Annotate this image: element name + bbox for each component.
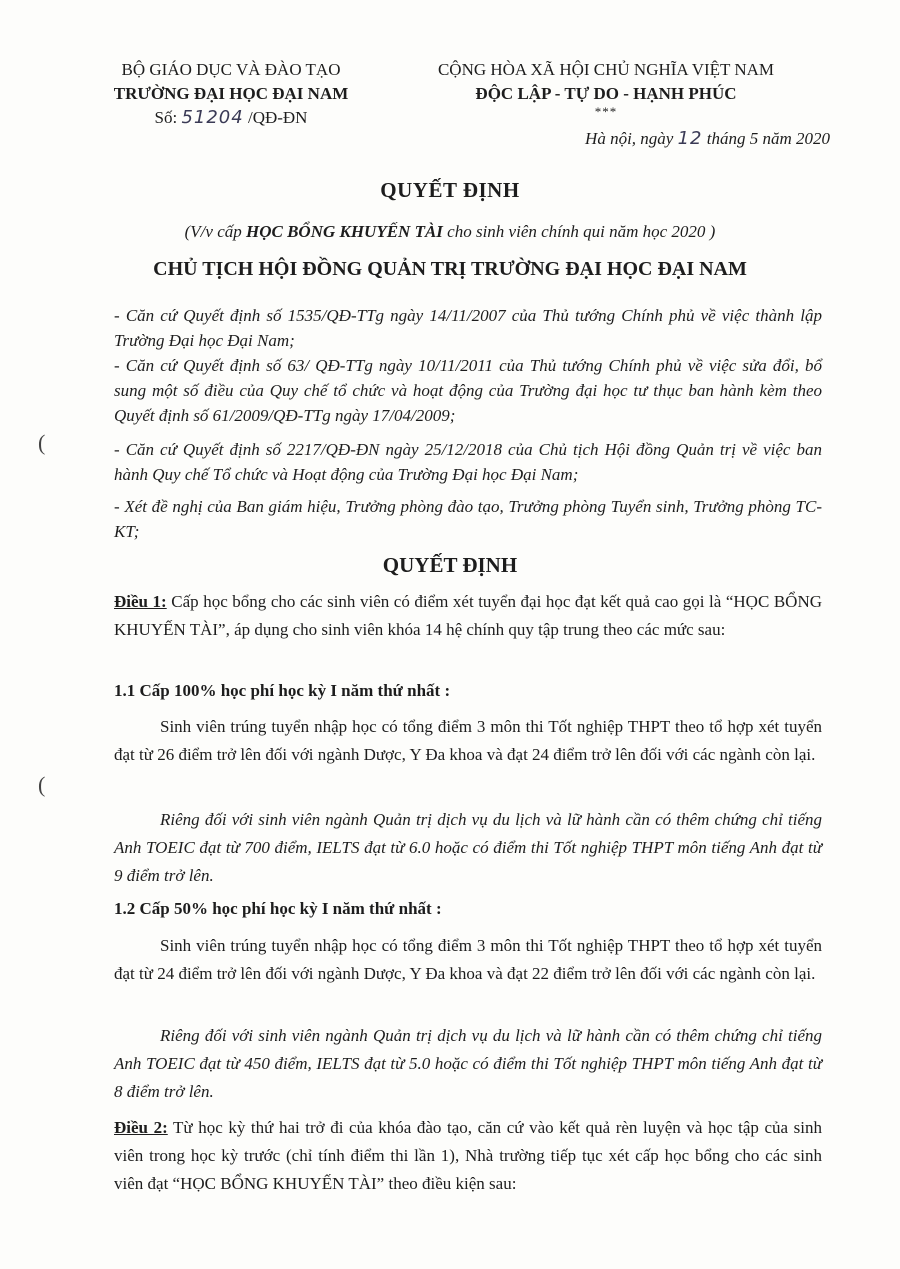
document-subtitle [0, 222, 900, 242]
section-1-2-note: Riêng đối với sinh viên ngành Quản trị dịch vụ du lịch và lữ hành cần có thêm chứng chỉ tiếng Anh TOEIC đạt từ 450 điểm, IELTS đạt từ 5.0 hoặc có điểm thi Tốt nghiệp THPT môn tiếng Anh đạt từ 8 điểm trở lên. [114, 1026, 822, 1101]
legal-basis-item: - Căn cứ Quyết định số 1535/QĐ-TTg ngày 14/11/2007 của Thủ tướng Chính phủ về việc thành lập Trường Đại học Đại Nam; [114, 306, 822, 350]
number-prefix: Số: [154, 108, 178, 127]
handwritten-day: 12 [677, 128, 703, 149]
school-name: TRƯỜNG ĐẠI HỌC ĐẠI NAM [113, 84, 349, 103]
section-1-2-text: Sinh viên trúng tuyển nhập học có tổng điểm 3 môn thi Tốt nghiệp THPT theo tổ hợp xét tuyển đạt từ 24 điểm trở lên đối với ngành Dược, Y Đa khoa và đạt 22 điểm trở lên đối với các ngành còn lại. [114, 936, 822, 983]
legal-basis-item: - Căn cứ Quyết định số 2217/QĐ-ĐN ngày 25/12/2018 của Chủ tịch Hội đồng Quản trị về việc ban hành Quy chế Tổ chức và Hoạt động của Trường Đại học Đại Nam; [114, 440, 822, 484]
issuing-authority: CHỦ TỊCH HỘI ĐỒNG QUẢN TRỊ TRƯỜNG ĐẠI HỌC ĐẠI NAM [153, 258, 747, 280]
decision-heading: QUYẾT ĐỊNH [382, 553, 518, 577]
handwritten-number: 51204 [181, 107, 244, 128]
date-prefix: Hà nội, ngày [585, 129, 674, 148]
article-1 [114, 588, 822, 644]
subtitle-suffix: cho sinh viên chính qui năm học 2020 ) [447, 222, 716, 241]
national-header [400, 58, 812, 118]
ministry-name: BỘ GIÁO DỤC VÀ ĐÀO TẠO [121, 60, 341, 79]
section-1-1-text: Sinh viên trúng tuyển nhập học có tổng điểm 3 môn thi Tốt nghiệp THPT theo tổ hợp xét tuyển đạt từ 26 điểm trở lên đối với ngành Dược, Y Đa khoa và đạt 24 điểm trở lên đối với các ngành còn lại. [114, 717, 822, 764]
article-1-label: Điều 1: [114, 592, 167, 611]
section-1-1-note: Riêng đối với sinh viên ngành Quản trị dịch vụ du lịch và lữ hành cần có thêm chứng chỉ tiếng Anh TOEIC đạt từ 700 điểm, IELTS đạt từ 6.0 hoặc có điểm thi Tốt nghiệp THPT môn tiếng Anh đạt từ 9 điểm trở lên. [114, 810, 822, 885]
article-2-label: Điều 2: [114, 1118, 168, 1137]
document-title: QUYẾT ĐỊNH [380, 178, 520, 202]
legal-basis-item: - Xét đề nghị của Ban giám hiệu, Trưởng phòng đào tạo, Trưởng phòng Tuyển sinh, Trưởng phòng TC-KT; [114, 497, 822, 541]
section-1-2-heading: 1.2 Cấp 50% học phí học kỳ I năm thứ nhất : [114, 899, 442, 918]
separator-stars: *** [594, 104, 618, 119]
subtitle-prefix: (V/v cấp [184, 222, 242, 241]
article-2-text: Từ học kỳ thứ hai trở đi của khóa đào tạo, căn cứ vào kết quả rèn luyện và học tập của sinh viên trong học kỳ trước (chỉ tính điểm thi lần 1), Nhà trường tiếp tục xét cấp học bổng cho các sinh viên đạt “HỌC BỔNG KHUYẾN TÀI” theo điều kiện sau: [114, 1118, 822, 1193]
date-suffix: tháng 5 năm 2020 [706, 129, 830, 148]
subtitle-scholarship-name: HỌC BỔNG KHUYẾN TÀI [245, 222, 443, 241]
issue-date [585, 128, 830, 149]
margin-mark: ( [38, 430, 46, 455]
legal-basis-item: - Căn cứ Quyết định số 63/ QĐ-TTg ngày 10/11/2011 của Thủ tướng Chính phủ về việc sửa đổi, bổ sung một số điều của Quy chế tổ chức và hoạt động của Trường đại học tư thục ban hành kèm theo Quyết định số 61/2009/QĐ-TTg ngày 17/04/2009; [114, 356, 822, 425]
article-1-text: Cấp học bổng cho các sinh viên có điểm xét tuyển đại học đạt kết quả cao gọi là “HỌC BỔNG KHUYẾN TÀI”, áp dụng cho sinh viên khóa 14 hệ chính quy tập trung theo các mức sau: [114, 592, 822, 639]
section-1-1-heading: 1.1 Cấp 100% học phí học kỳ I năm thứ nhất : [114, 681, 451, 700]
article-2 [114, 1114, 822, 1198]
margin-mark: ( [38, 772, 46, 797]
country-name: CỘNG HÒA XÃ HỘI CHỦ NGHĨA VIỆT NAM [437, 60, 775, 79]
number-suffix: /QĐ-ĐN [247, 108, 308, 127]
national-motto: ĐỘC LẬP - TỰ DO - HẠNH PHÚC [475, 84, 737, 103]
issuer-block [96, 58, 366, 130]
decision-number [96, 106, 366, 130]
